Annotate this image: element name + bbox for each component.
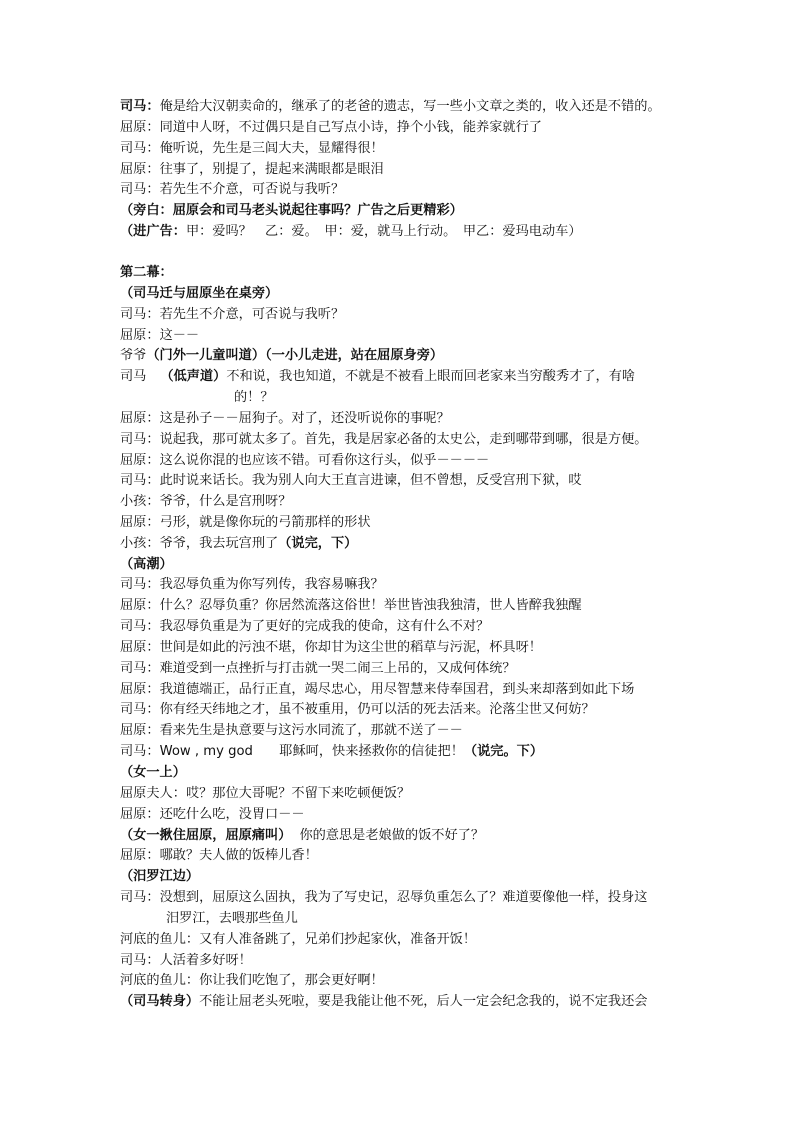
dialogue-line (120, 846, 318, 866)
line-text: 第二幕： (120, 265, 173, 280)
speaker: 屈原： (120, 640, 160, 655)
speaker: 屈原： (120, 848, 160, 863)
speaker: 司马： (120, 661, 160, 676)
dialogue-line (120, 367, 635, 387)
line-text: 说起我，那可就太多了。首先，我是居家必备的太史公，走到哪带到哪，很是方便。 (159, 432, 648, 447)
line-text: 俺听说，先生是三闾大夫，显耀得很！ (159, 141, 384, 156)
dialogue-line (120, 638, 542, 658)
dialogue-line (120, 180, 344, 200)
speaker: 司马： (120, 307, 160, 322)
dialogue-line (120, 346, 443, 366)
line-text: 若先生不介意，可否说与我听？ (159, 307, 345, 322)
dialogue-line (120, 534, 357, 554)
dialogue-line (120, 492, 291, 512)
line-text: 不和说，我也知道，不就是不被看上眼而回老家来当穷酸秀才了，有啥 (226, 369, 636, 384)
line-text: （司马迁与屈原坐在桌旁） (120, 286, 279, 301)
dialogue-line (120, 513, 371, 533)
dialogue-line (120, 575, 384, 595)
speaker: 屈原： (120, 162, 160, 177)
dialogue-line (120, 326, 199, 346)
dialogue-line (120, 305, 344, 325)
dialogue-line (120, 430, 648, 450)
speaker: 司马： (120, 953, 160, 968)
line-text: 还吃什么吃，没胃口－－ (159, 807, 305, 822)
speaker: 司马 (120, 369, 147, 384)
speaker: 河底的鱼儿： (120, 973, 200, 988)
line-text: 这是孙子－－屈狗子。对了，还没听说你的事呢？ (159, 411, 450, 426)
dialogue-line (120, 160, 384, 180)
act-heading (120, 263, 173, 283)
line-text: （旁白：屈原会和司马老头说起往事吗？广告之后更精彩） (120, 203, 463, 218)
line-text: 爷爷，什么是宫刑呀？ (159, 494, 292, 509)
line-text: 我忍辱负重是为了更好的完成我的使命，这有什么不对？ (159, 619, 490, 634)
dialogue-line (120, 139, 384, 159)
dialogue-line (120, 930, 476, 950)
stage-direction-inline: （说完。下） (463, 744, 544, 759)
speaker: 司马： (120, 619, 160, 634)
speaker: 小孩： (120, 494, 160, 509)
dialogue-line (120, 971, 384, 991)
line-text: 的！？ (234, 390, 274, 405)
line-text: 这－－ (159, 328, 200, 343)
dialogue-line (120, 659, 516, 679)
line-text: 甲：爱吗？ 乙：爱。 甲：爱，就马上行动。 甲乙：爱玛电动车） (185, 224, 582, 239)
line-text: 往事了，别提了，提起来满眼都是眼泪 (159, 162, 384, 177)
speaker: 司马： (120, 99, 160, 114)
stage-direction (120, 867, 199, 887)
line-text: 你让我们吃饱了，那会更好啊！ (199, 973, 384, 988)
speaker: 屈原： (120, 807, 160, 822)
line-text: （高潮） (120, 557, 173, 572)
speaker: 司马： (120, 432, 160, 447)
line-text: 不能让屈老头死啦，要是我能让他不死，后人一定会纪念我的，说不定我还会 (199, 994, 648, 1009)
dialogue-continuation (234, 388, 274, 408)
speaker: 屈原： (120, 453, 160, 468)
line-text: 没想到，屈原这么固执，我为了写史记，忍辱负重怎么了？难道要像他一样，投身这 (159, 890, 648, 905)
line-text: 我道德端正，品行正直，竭尽忠心，用尽智慧来侍奉国君，到头来却落到如此下场 (159, 682, 635, 697)
stage-direction (120, 555, 173, 575)
dialogue-line (120, 451, 489, 471)
speaker: 屈原： (120, 328, 160, 343)
line-text: （女一上） (120, 765, 186, 780)
line-text: Wow , my god 耶稣呵，快来拯救你的信徒把！ (159, 744, 464, 759)
line-text: 你的意思是老娘做的饭不好了？ (299, 828, 485, 843)
dialogue-line (120, 784, 410, 804)
stage-direction-inline: （司马转身） (120, 994, 200, 1009)
stage-direction-inline: （低声道） (160, 369, 227, 384)
speaker: 屈原： (120, 411, 160, 426)
dialogue-line (120, 992, 648, 1012)
dialogue-line (120, 118, 542, 138)
dialogue-line (120, 617, 489, 637)
dialogue-line (120, 680, 634, 700)
line-text: 俺是给大汉朝卖命的，继承了的老爸的遗志，写一些小文章之类的，收入还是不错的。 (159, 99, 661, 114)
line-text: 看来先生是执意要与这污水同流了，那就不送了－－ (159, 723, 463, 738)
dialogue-continuation (166, 909, 298, 929)
dialogue-line (120, 742, 543, 762)
line-text: 世间是如此的污浊不堪，你却甘为这尘世的稻草与污泥，杯具呀！ (159, 640, 542, 655)
dialogue-line (120, 471, 582, 491)
dialogue-line (120, 596, 582, 616)
speaker: 司马： (120, 577, 160, 592)
stage-direction-inline: （门外一儿童叫道）（一小儿走进，站在屈原身旁） (146, 348, 444, 363)
stage-direction (120, 763, 186, 783)
dialogue-line (120, 888, 648, 908)
dialogue-line (120, 826, 484, 846)
speaker: 爷爷 (120, 348, 147, 363)
line-text: 又有人准备跳了，兄弟们抄起家伙，准备开饭！ (199, 932, 477, 947)
speaker: 屈原： (120, 723, 160, 738)
line-text: 汨罗江，去喂那些鱼儿 (166, 911, 298, 926)
speaker: 屈原： (120, 682, 160, 697)
stage-direction (120, 201, 463, 221)
line-text: 我忍辱负重为你写列传，我容易嘛我？ (159, 577, 384, 592)
speaker: 司马： (120, 890, 160, 905)
speaker: 司马： (120, 744, 160, 759)
line-text: 这么说你混的也应该不错。可看你这行头，似乎－－－－ (159, 453, 490, 468)
stage-direction-inline: （说完，下） (278, 536, 358, 551)
line-text: 此时说来话长。我为别人向大王直言进谏，但不曾想，反受宫刑下狱，哎 (159, 473, 582, 488)
line-text: 人活着多好呀！ (159, 953, 252, 968)
line-text: 什么？忍辱负重？你居然流落这俗世！举世皆浊我独清，世人皆醉我独醒 (159, 598, 582, 613)
line-text: 哎？那位大哥呢？不留下来吃顿便饭？ (185, 786, 411, 801)
speaker: 小孩： (120, 536, 160, 551)
line-text: 你有经天纬地之才，虽不被重用，仍可以活的死去活来。沦落尘世又何妨？ (159, 702, 595, 717)
speaker: 河底的鱼儿： (120, 932, 200, 947)
speaker: 司马： (120, 182, 160, 197)
speaker: 司马： (120, 141, 160, 156)
speaker: 司马： (120, 702, 160, 717)
speaker: （进广告： (120, 224, 186, 239)
stage-direction (120, 284, 278, 304)
line-text: 哪敢？夫人做的饭棒儿香！ (159, 848, 318, 863)
line-text: 爷爷，我去玩宫刑了 (159, 536, 279, 551)
speaker: 司马： (120, 473, 160, 488)
speaker: 屈原夫人： (120, 786, 186, 801)
speaker: 屈原： (120, 515, 160, 530)
dialogue-line (120, 97, 661, 117)
dialogue-line (120, 805, 305, 825)
line-text: 若先生不介意，可否说与我听？ (159, 182, 345, 197)
dialogue-line (120, 721, 463, 741)
dialogue-line (120, 409, 450, 429)
speaker: 屈原： (120, 120, 160, 135)
line-text: 难道受到一点挫折与打击就一哭二闹三上吊的，又成何体统？ (159, 661, 516, 676)
ad-line (120, 222, 582, 242)
line-text: （汨罗江边） (120, 869, 200, 884)
stage-direction-inline: （女一揪住屈原，屈原痛叫） (120, 828, 292, 843)
line-text: 弓形，就是像你玩的弓箭那样的形状 (159, 515, 371, 530)
dialogue-line (120, 700, 595, 720)
dialogue-line (120, 951, 252, 971)
line-text: 同道中人呀，不过偶只是自己写点小诗，挣个小钱，能养家就行了 (159, 120, 542, 135)
speaker: 屈原： (120, 598, 160, 613)
